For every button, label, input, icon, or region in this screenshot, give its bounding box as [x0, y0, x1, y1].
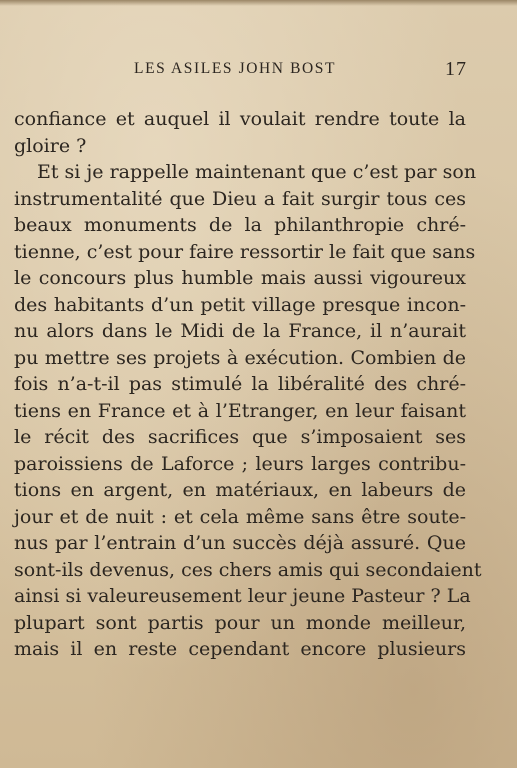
- text-line: paroissiens de Laforce ; leurs larges contribu-: [14, 452, 466, 475]
- text-line: beaux monuments de la philanthropie chré-: [14, 214, 466, 236]
- text-line: nu alors dans le Midi de la France, il n’aurait: [14, 320, 466, 342]
- text-line: tions en argent, en matériaux, en labeurs de: [14, 479, 466, 501]
- page-number: 17: [445, 58, 467, 80]
- text-line: le concours plus humble mais aussi vigoureux: [14, 267, 466, 289]
- text-line: tienne, c’est pour faire ressortir le fait que sans: [14, 240, 476, 263]
- text-line: instrumentalité que Dieu a fait surgir tous ces: [14, 187, 466, 210]
- page-top-edge: [0, 0, 517, 6]
- text-line: plupart sont partis pour un monde meilleur,: [14, 611, 466, 634]
- text-line: jour et de nuit : et cela même sans être soute-: [14, 505, 466, 528]
- text-line: des habitants d’un petit village presque incon-: [14, 293, 466, 316]
- body-text: [14, 106, 482, 663]
- text-line: le récit des sacrifices que s’imposaient ses: [14, 426, 466, 448]
- text-line: pu mettre ses projets à exécution. Combien de: [14, 346, 466, 369]
- page-header: [0, 60, 517, 84]
- text-line: sont-ils devenus, ces chers amis qui secondaient: [14, 558, 482, 581]
- text-line: tiens en France et à l’Etranger, en leur faisant: [14, 399, 466, 422]
- text-line: gloire ?: [14, 134, 87, 157]
- text-line: fois n’a-t-il pas stimulé la libéralité des chré-: [14, 373, 466, 395]
- text-line: nus par l’entrain d’un succès déjà assuré. Que: [14, 532, 466, 554]
- text-line: mais il en reste cependant encore plusieurs: [14, 638, 466, 660]
- running-title: LES ASILES JOHN BOST: [134, 60, 337, 77]
- text-line: ainsi si valeureusement leur jeune Pasteur ? La: [14, 585, 471, 607]
- text-line: confiance et auquel il voulait rendre toute la: [14, 108, 466, 130]
- text-line: Et si je rappelle maintenant que c’est par son: [37, 161, 477, 183]
